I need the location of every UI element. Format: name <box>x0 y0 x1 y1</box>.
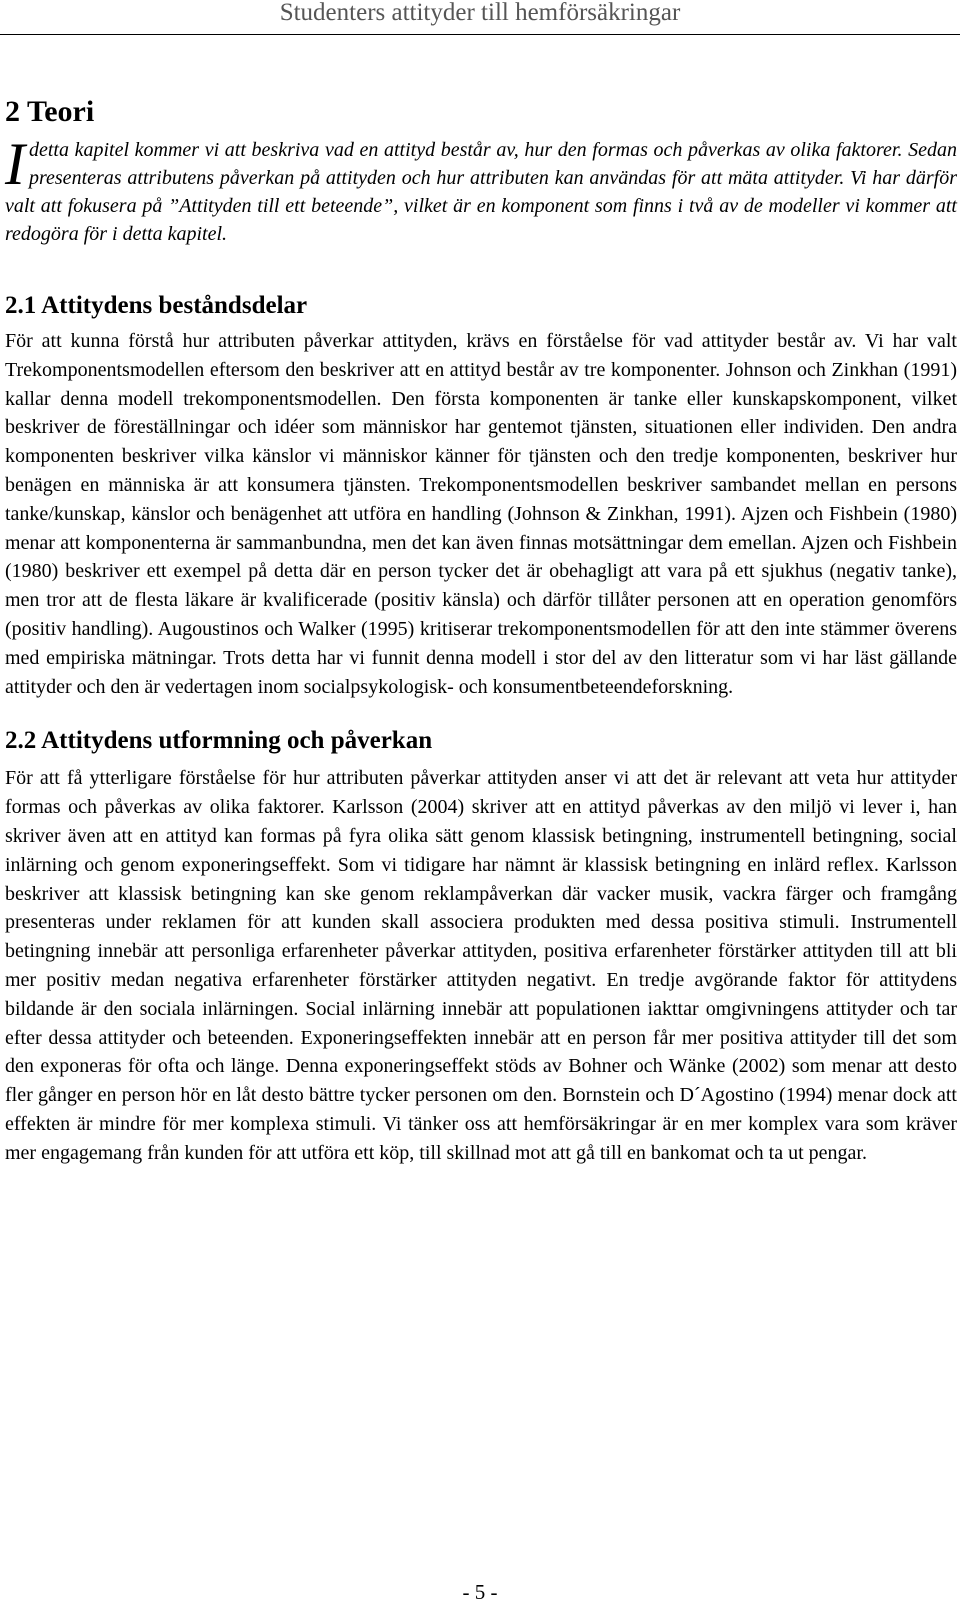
intro-dropcap: I <box>5 131 25 197</box>
running-header-title: Studenters attityder till hemförsäkringar <box>279 0 681 26</box>
section-heading: 2.2 Attitydens utformning och påverkan <box>5 727 433 755</box>
section-2-1 <box>5 290 957 701</box>
section-2-2 <box>5 725 957 1167</box>
running-header <box>0 0 960 35</box>
section-heading: 2.1 Attitydens beståndsdelar <box>5 292 308 319</box>
intro-text: detta kapitel kommer vi att beskriva vad en attityd består av, hur den formas och påverkas av olika faktorer. Sedan presenteras attributens påverkan på attityden och hur attributen kan användas för att mäta attityder. Vi har därför valt att fokusera på ”Attityden till ett beteende”, vilket är en komponent som finns i två av de modeller vi kommer att redogöra för i detta kapitel. <box>5 139 957 245</box>
section-paragraph: För att kunna förstå hur attributen påverkar attityden, krävs en förståelse för vad attityder består av. Vi har valt Trekomponentsmodellen eftersom den beskriver att en attityd består av tre komponenter. Johnson och Zinkhan (1991) kallar denna modell trekomponentsmodellen. Den första komponenten är tanke eller kunskapskomponent, vilket beskriver de föreställningar och idéer som människor har gentemot tjänsten, situationen eller individen. Den andra komponenten beskriver vilka känslor vi människor känner för tjänsten och den tredje komponenten, beskriver hur benägen en människa är att konsumera tjänsten. Trekomponentsmodellen beskriver sambandet mellan en persons tanke/kunskap, känslor och benägenhet att utföra en handling (Johnson & Zinkhan, 1991). Ajzen och Fishbein (1980) menar att komponenterna är sammanbundna, men det kan även finnas motsättningar dem emellan. Ajzen och Fishbein (1980) beskriver ett exempel på detta där en person tycker det är obehagligt att vara på ett sjukhus (negativ tanke), men tror att de flesta läkare är kvalificerade (positiv känsla) och därför tillåter personen att en operation genomförs (positiv handling). Augoustinos och Walker (1995) kritiserar trekomponentsmodellen för att den inte stämmer överens med empiriska mätningar. Trots detta har vi funnit denna modell i stor del av den litteratur som vi har läst gällande attityder och den är vedertagen inom socialpsykologisk- och konsumentbeteendeforskning. <box>5 330 957 698</box>
chapter-intro <box>5 131 957 248</box>
page-content <box>5 92 957 1168</box>
page-number: - 5 - <box>462 1580 498 1604</box>
section-paragraph: För att få ytterligare förståelse för hur attributen påverkar attityden anser vi att det är relevant att veta hur attityder formas och påverkas av olika faktorer. Karlsson (2004) skriver att en attityd påverkas av den miljö vi lever i, han skriver även att en attityd kan formas på fyra olika sätt genom klassisk betingning, instrumentell betingning, social inlärning och genom exponeringseffekt. Som vi tidigare har nämnt är klassisk betingning en inlärd reflex. Karlsson beskriver att klassisk betingning kan ske genom reklampåverkan där vacker musik, vackra färger och framgång presenteras under reklamen för att kunden skall associera produkten med dessa positiva stimuli. Instrumentell betingning innebär att personliga erfarenheter påverkar attityden, positiva erfarenheter förstärker attityden till att bli mer positiv medan negativa erfarenheter förstärker attityden negativt. En tredje avgörande faktor för attitydens bildande är den sociala inlärningen. Social inlärning innebär att populationen iakttar omgivningens attityder och tar efter dessa attityder och beteenden. Exponeringseffekten innebär att en person får mer positiva attityder till det som den exponeras för ofta och länge. Denna exponeringseffekt stöds av Bohner och Wänke (2002) som menar att desto fler gånger en person hör en låt desto bättre tycker personen om den. Bornstein och D´Agostino (1994) menar dock att effekten är mindre för mer komplexa stimuli. Vi tänker oss att hemförsäkringar är en mer komplex vara som kräver mer engagemang från kunden för att utföra ett köp, till skillnad mot att gå till en bankomat och ta ut pengar. <box>5 767 957 1164</box>
chapter-heading: 2 Teori <box>5 95 95 128</box>
page-footer <box>0 1580 960 1605</box>
